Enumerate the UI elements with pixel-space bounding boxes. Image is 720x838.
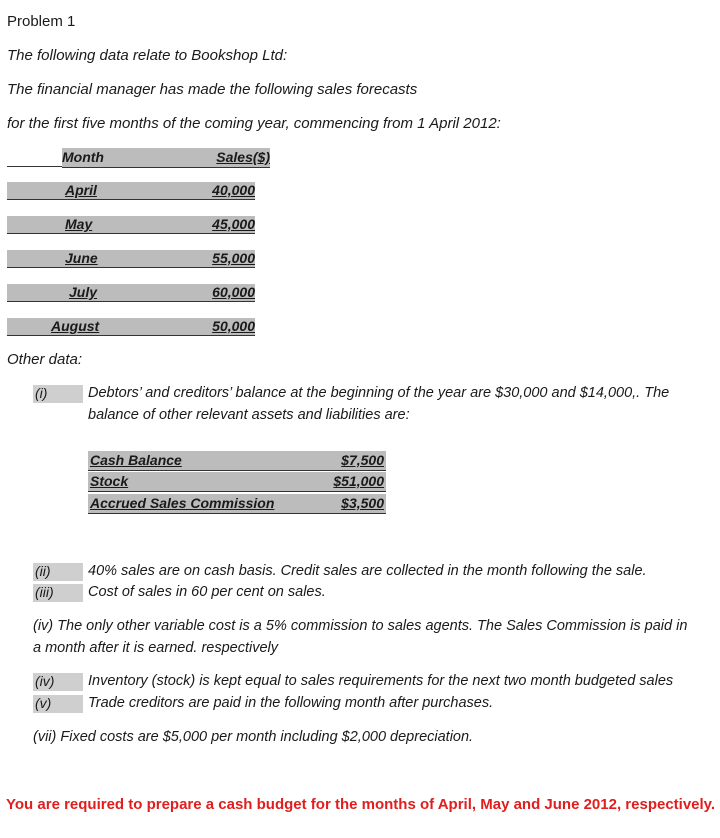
- row-sales: 55,000: [212, 250, 255, 266]
- intro-line-3: for the first five months of the coming year, commencing from 1 April 2012:: [7, 115, 501, 132]
- table-row: [88, 451, 386, 471]
- item-marker: (ii): [33, 563, 83, 581]
- row-month: May: [65, 216, 93, 232]
- balance-value: $3,500: [341, 495, 384, 511]
- row-sales: 60,000: [212, 284, 255, 300]
- intro-line-1: The following data relate to Bookshop Ltd:: [7, 47, 288, 64]
- balance-label: Cash Balance: [90, 452, 182, 468]
- row-month: June: [65, 250, 98, 266]
- item-iv-para-line-2: a month after it is earned. respectively: [33, 640, 279, 656]
- item-v-text: Trade creditors are paid in the following month after purchases.: [88, 695, 494, 711]
- other-data-label: Other data:: [7, 351, 83, 368]
- row-sales: 45,000: [212, 216, 255, 232]
- header-sales: Sales($): [216, 149, 270, 165]
- item-i-line-1: Debtors’ and creditors’ balance at the beginning of the year are $30,000 and $14,000,. The: [88, 385, 670, 401]
- item-vii-text: (vii) Fixed costs are $5,000 per month including $2,000 depreciation.: [33, 729, 474, 745]
- table-row: [7, 284, 255, 302]
- row-month: August: [51, 318, 100, 334]
- requirement-text: You are required to prepare a cash budget for the months of April, May and June 2012, respectively.: [6, 796, 716, 813]
- table-row: [7, 216, 255, 234]
- item-iv-text: Inventory (stock) is kept equal to sales requirements for the next two month budgeted sales: [88, 673, 674, 689]
- table-row: [7, 318, 255, 336]
- item-ii-text: 40% sales are on cash basis. Credit sales are collected in the month following the sale.: [88, 563, 647, 579]
- item-marker: (i): [33, 385, 83, 403]
- item-iii-text: Cost of sales in 60 per cent on sales.: [88, 584, 326, 600]
- balance-label: Stock: [90, 473, 129, 489]
- item-marker: (iv): [33, 673, 83, 691]
- balance-label: Accrued Sales Commission: [90, 495, 275, 511]
- balance-value: $51,000: [333, 473, 384, 489]
- item-marker: (v): [33, 695, 83, 713]
- table-row: [88, 494, 386, 514]
- sales-table-header: [62, 148, 270, 168]
- item-marker: (iii): [33, 584, 83, 602]
- balance-value: $7,500: [341, 452, 384, 468]
- item-i-line-2: balance of other relevant assets and liabilities are:: [88, 407, 410, 423]
- problem-title: Problem 1: [7, 13, 76, 30]
- row-sales: 40,000: [212, 182, 255, 198]
- table-row: [88, 472, 386, 492]
- header-rule: [7, 166, 63, 167]
- table-row: [7, 250, 255, 268]
- item-iv-para-line-1: (iv) The only other variable cost is a 5% commission to sales agents. The Sales Commission is paid in: [33, 618, 688, 634]
- intro-line-2: The financial manager has made the following sales forecasts: [7, 81, 418, 98]
- row-sales: 50,000: [212, 318, 255, 334]
- header-month: Month: [62, 149, 104, 165]
- row-month: July: [69, 284, 98, 300]
- table-row: [7, 182, 255, 200]
- row-month: April: [65, 182, 97, 198]
